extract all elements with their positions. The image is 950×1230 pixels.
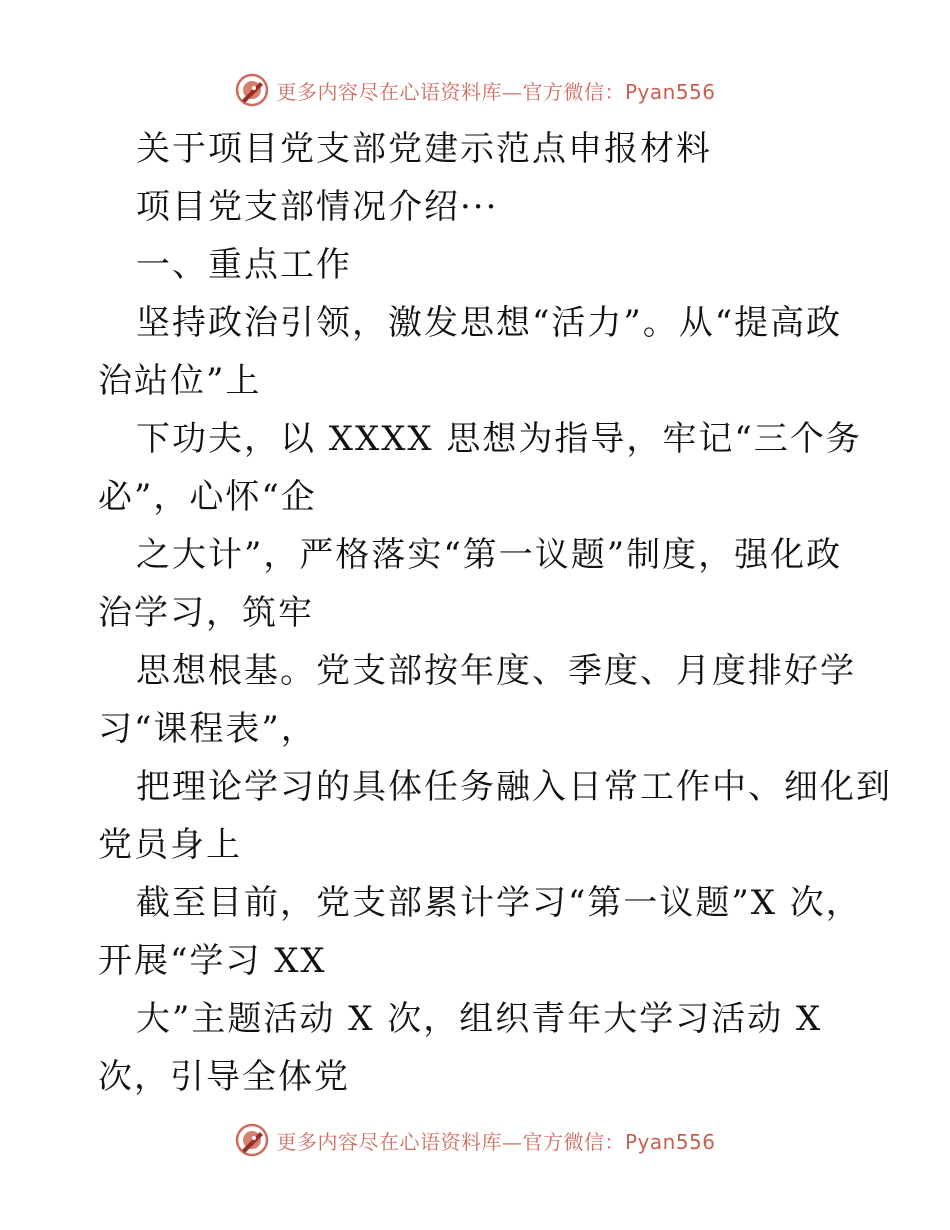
paragraph-line: 思想根基。党支部按年度、季度、月度排好学 xyxy=(136,651,856,691)
paragraph-line: 治学习，筑牢 xyxy=(98,593,314,633)
paragraph-line: 之大计”，严格落实“第一议题”制度，强化政 xyxy=(136,535,843,575)
paragraph-line: 开展“学习 XX xyxy=(98,941,327,981)
watermark-text: 更多内容尽在心语资料库—官方微信：Pyan556 xyxy=(276,1129,716,1154)
paragraph-line: 次，引导全体党 xyxy=(98,1057,350,1097)
document-title: 关于项目党支部党建示范点申报材料 xyxy=(136,129,712,169)
watermark-text: 更多内容尽在心语资料库—官方微信：Pyan556 xyxy=(276,79,716,104)
document-body xyxy=(98,120,892,1106)
paragraph-line: 坚持政治引领，激发思想“活力”。从“提高政 xyxy=(136,303,843,343)
paragraph-line: 大”主题活动 X 次，组织青年大学习活动 X xyxy=(136,999,823,1039)
pen-logo-icon xyxy=(234,1122,270,1158)
watermark-banner-bottom xyxy=(0,1120,950,1160)
paragraph-line: 治站位”上 xyxy=(98,361,262,401)
paragraph-line: 党员身上 xyxy=(98,825,242,865)
section-intro: 项目党支部情况介绍··· xyxy=(136,187,499,227)
paragraph-line: 必”，心怀“企 xyxy=(98,477,317,517)
pen-logo-icon xyxy=(234,72,270,108)
paragraph-line: 截至目前，党支部累计学习“第一议题”X 次， xyxy=(136,883,862,923)
paragraph-line: 下功夫，以 XXXX 思想为指导，牢记“三个务 xyxy=(136,419,862,459)
paragraph-line: 习“课程表”， xyxy=(98,709,317,749)
section-heading: 一、重点工作 xyxy=(136,245,352,285)
paragraph-line: 把理论学习的具体任务融入日常工作中、细化到 xyxy=(136,767,892,807)
watermark-banner-top xyxy=(0,70,950,110)
